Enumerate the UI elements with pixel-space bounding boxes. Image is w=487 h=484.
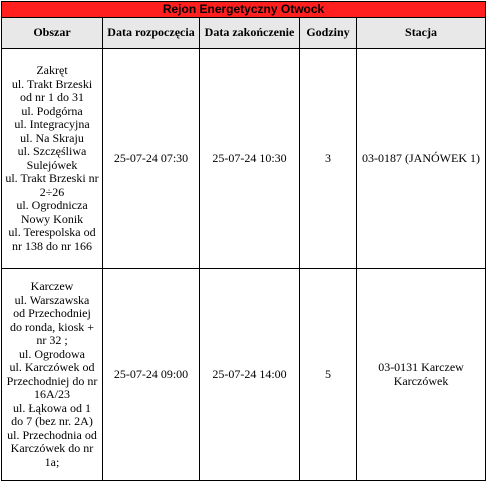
outage-table xyxy=(1,1,486,481)
station-cell xyxy=(357,269,486,481)
area-line: od Przechodniej xyxy=(13,306,91,320)
area-line: ul. Łąkowa od 1 xyxy=(13,400,91,415)
area-line: ul. Trakt Brzeski xyxy=(11,76,93,91)
area-line: Nowy Konik xyxy=(20,211,84,226)
area-line: ul. Ogrodnicza xyxy=(16,198,88,212)
start-date-cell: 25-07-24 07:30 xyxy=(103,49,200,269)
table-row xyxy=(2,269,486,481)
area-line: Zakręt xyxy=(36,63,68,77)
area-line: ul. Terespolska od xyxy=(8,225,96,239)
header-start-date: Data rozpoczęcia xyxy=(103,18,200,49)
hours-cell: 3 xyxy=(300,49,357,269)
station-cell xyxy=(357,49,486,269)
area-cell xyxy=(2,49,103,269)
header-area: Obszar xyxy=(2,18,103,49)
area-cell xyxy=(2,269,103,481)
area-line: ul. Warszawska xyxy=(14,292,90,307)
area-line: do 7 (bez nr. 2A) xyxy=(11,414,93,428)
area-line: ul. Przechodnia od xyxy=(7,427,97,442)
header-station: Stacja xyxy=(357,18,486,49)
header-end-date: Data zakończenie xyxy=(200,18,300,49)
station-line: 03-0131 Karczew xyxy=(378,360,464,374)
area-line: 1a; xyxy=(44,454,60,469)
area-line: ul. Szczęśliwa xyxy=(17,144,87,158)
hours-cell: 5 xyxy=(300,269,357,481)
area-line: ul. Ogrodowa xyxy=(19,346,85,361)
area-line: od nr 1 do 31 xyxy=(20,90,84,104)
area-line: Sulejówek xyxy=(26,157,78,172)
area-line: 2÷26 xyxy=(39,184,65,199)
title-row xyxy=(2,2,486,18)
header-hours: Godziny xyxy=(300,18,357,49)
area-line: nr 138 do nr 166 xyxy=(12,238,92,253)
end-date-cell: 25-07-24 10:30 xyxy=(200,49,300,269)
area-line: Karczówek do nr xyxy=(10,441,94,455)
area-line: Przechodniej do nr xyxy=(6,373,98,388)
end-date-cell: 25-07-24 14:00 xyxy=(200,269,300,481)
area-line: do ronda, kiosk + xyxy=(9,319,95,334)
table-row xyxy=(2,49,486,269)
area-line: Karczew xyxy=(30,279,74,293)
area-line: nr 32 ; xyxy=(36,333,68,347)
region-title: Rejon Energetyczny Otwock xyxy=(2,2,486,18)
station-line: 03-0187 (JANÓWEK 1) xyxy=(362,150,480,165)
area-line: ul. Integracyjna xyxy=(14,117,90,131)
area-line: 16A/23 xyxy=(34,387,70,401)
area-line: ul. Podgórna xyxy=(21,103,83,118)
start-date-cell: 25-07-24 09:00 xyxy=(103,269,200,481)
station-line: Karczówek xyxy=(393,373,449,388)
area-line: ul. Karczówek od xyxy=(9,360,95,374)
header-row xyxy=(2,18,486,49)
area-line: ul. Trakt Brzeski nr xyxy=(5,171,99,185)
area-line: ul. Na Skraju xyxy=(20,130,84,145)
